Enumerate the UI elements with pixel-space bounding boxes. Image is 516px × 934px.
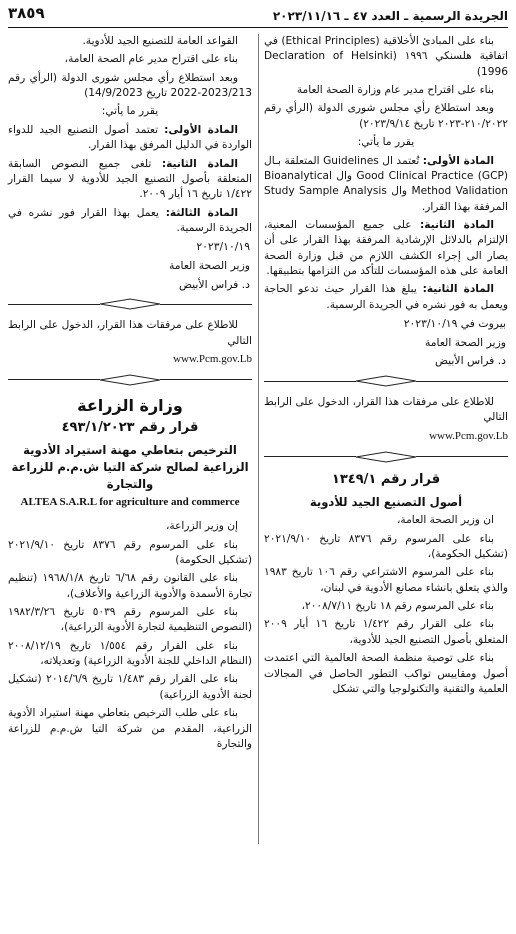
right-column: [264, 34, 508, 700]
paragraph: بناء على المرسوم الاشتراعي رقم ١٠٦ تاريخ ١٩٨٣ والذي يتعلق بانشاء مصانع الأدوية في لبنان،: [264, 566, 508, 594]
signature-name: د. فراس الأبيض: [178, 277, 250, 291]
paragraph: القواعد العامة للتصنيع الجيد للأدوية.: [82, 35, 238, 47]
paragraph: بناء على المرسوم رقم ٨٣٧٦ تاريخ ٢٠٢١/٩/١٠ (تشكيل الحكومة)،: [264, 532, 508, 561]
paragraph: بناء على القرار رقم ١/٥٥٤ تاريخ ٢٠٠٨/١٢/١٩ (النظام الداخلي للجنة الأدوية الزراعية) وتعديلاته،: [8, 639, 252, 668]
signature-title: وزير الصحة العامة: [168, 258, 250, 272]
article-1: [264, 154, 508, 215]
article-label: المادة الثانية:: [161, 157, 239, 170]
article-text: تلغى جميع النصوص السابقة المتعلقة بأصول التصنيع الجيد للأدوية لا سيما القرار ١/٤٢٢ تاريخ ١٦ أيار ٢٠٠٩.: [8, 157, 252, 201]
decree-subject: الترخيص بتعاطي مهنة استيراد الأدوية الزراعية لصالح شركة التيا ش.م.م للزراعة والتجارة: [11, 442, 249, 491]
left-column: [8, 34, 252, 755]
attachments-note: للاطلاع على مرفقات هذا القرار، الدخول على الرابط التالي: [8, 319, 252, 347]
paragraph: بناء على طلب الترخيص بتعاطي مهنة استيراد الأدوية الزراعية، المقدم من شركة التيا ش.م.م للزراعة والتجارة: [8, 707, 252, 750]
paragraph: بناء على توصية منظمة الصحة العالمية التي اعتمدت أصول ومقاييس تواكب التطور الحاصل في المجالات العلمية والتقنية والتكنولوجيا والتي تشكل: [264, 652, 508, 695]
article-text: على جميع المؤسسات المعنية، الإلتزام بالدلائل الإرشادية المرفقة بهذا القرار على أن يصار الى إجراء الكشف اللازم من قبل وزارة الصحة العامة على هذه المؤسسات للتأكد من التزامها بتطبيقها.: [264, 218, 508, 278]
article-text: تُعتمد ال Guidelines المتعلقة بـال Good Clinical Practice (GCP) وال Bioanalytical Method Validation وال Study Sample Analysis المرفقة بهذا القرار.: [264, 154, 508, 213]
gazette-title: الجريدة الرسمية ـ العدد ٤٧ ـ ٢٠٢٣/١١/١٦: [272, 8, 508, 23]
decides-heading: يقرر ما يأتي:: [357, 136, 415, 149]
signature-name: د. فراس الأبيض: [434, 354, 506, 368]
paragraph: بناء على القرار رقم ١/٤٨٣ تاريخ ٢٠١٤/٦/٩ (تشكيل لجنة الأدوية الزراعية): [8, 673, 252, 701]
attachments-note: للاطلاع على مرفقات هذا القرار، الدخول على الرابط التالي: [264, 396, 508, 424]
article-text: يعمل بهذا القرار فور نشره في الجريدة الرسمية.: [8, 206, 252, 234]
company-name-english: ALTEA S.A.R.L for agriculture and commerce: [20, 496, 240, 509]
column-divider: [258, 34, 259, 844]
section-divider: [264, 375, 508, 387]
paragraph: بناء على المرسوم رقم ٨٣٧٦ تاريخ ٢٠٢١/٩/١٠ (تشكيل الحكومة): [8, 538, 252, 566]
paragraph: إن وزير الزراعة،: [166, 520, 238, 533]
paragraph: بناء على اقتراح مدير عام الصحة العامة،: [64, 53, 238, 66]
article-text: يبلغ هذا القرار حيث تدعو الحاجة ويعمل به فور نشره في الجريدة الرسمية.: [264, 283, 508, 311]
article-1: [8, 123, 252, 154]
paragraph: بناء على اقتراح مدير عام وزارة الصحة العامة: [296, 84, 494, 97]
article-label: المادة الثانية:: [422, 283, 494, 296]
article-label: المادة الثانية:: [420, 218, 494, 231]
article-text: تعتمد أصول التصنيع الجيد للدواء الواردة في الدليل المرفق بهذا القرار.: [8, 123, 252, 152]
signature-date: بيروت في ٢٠٢٣/١٠/١٩: [403, 317, 506, 331]
page-number: ٣٨٥٩: [8, 4, 45, 23]
article-3: [8, 206, 252, 237]
section-divider: [8, 374, 252, 386]
decides-heading: يقرر ما يأتي:: [101, 105, 159, 118]
section-divider: [264, 451, 508, 463]
paragraph: بناء على القانون رقم ٦/٦٨ تاريخ ١٩٦٨/١/٨ (تنظيم تجارة الأسمدة والأدوية الزراعية والأعلاف)،: [8, 572, 252, 600]
attachments-link[interactable]: www.Pcm.gov.Lb: [173, 352, 252, 365]
paragraph: بناء على المرسوم رقم ٥٠٣٩ تاريخ ١٩٨٢/٣/٢٦ (النصوص التنظيمية لتجارة الأدوية الزراعية)،: [8, 606, 252, 634]
article-label: المادة الثالثة:: [165, 206, 238, 219]
paragraph: بناء على المرسوم رقم ١٨ تاريخ ٢٠٠٨/٧/١١،: [301, 600, 494, 613]
article-3: [264, 282, 508, 313]
paragraph: ان وزير الصحة العامة،: [396, 514, 494, 527]
page-header: [8, 6, 508, 28]
paragraph: بناء على المبادئ الأخلاقية (Ethical Principles) في اتفاقية هلسنكي ١٩٩٦ (Declaration of Helsinki 1996): [264, 35, 509, 78]
paragraph: وبعد استطلاع رأي مجلس شورى الدولة (الرأي رقم 2023/213-2022 تاريخ 14/9/2023): [8, 71, 252, 100]
paragraph: بناء على القرار رقم ١/٤٢٢ تاريخ ١٦ أيار ٢٠٠٩ المتعلق بأصول التصنيع الجيد للأدوية،: [264, 618, 508, 646]
ministry-heading: وزارة الزراعة: [77, 395, 183, 415]
article-2: [8, 157, 252, 203]
section-divider: [8, 298, 252, 310]
article-2: [264, 218, 508, 279]
signature-title: وزير الصحة العامة: [424, 335, 506, 349]
article-label: المادة الأولى:: [164, 123, 238, 136]
decree-subject: أصول التصنيع الجيد للأدوية: [309, 494, 463, 509]
article-label: المادة الأولى:: [422, 154, 494, 167]
attachments-link[interactable]: www.Pcm.gov.Lb: [429, 429, 508, 442]
signature-date: ٢٠٢٣/١٠/١٩: [196, 240, 250, 254]
decree-number: قرار رقم ١٣٤٩/١: [331, 471, 441, 487]
paragraph: وبعد استطلاع رأي مجلس شورى الدولة (الرأي رقم ٢١٠/٢٠٢٢-٢٠٢٣ تاريخ ٢٠٢٣/٩/١٤): [264, 102, 508, 130]
decree-number: قرار رقم ٤٩٣/١/٢٠٢٣: [61, 420, 199, 436]
